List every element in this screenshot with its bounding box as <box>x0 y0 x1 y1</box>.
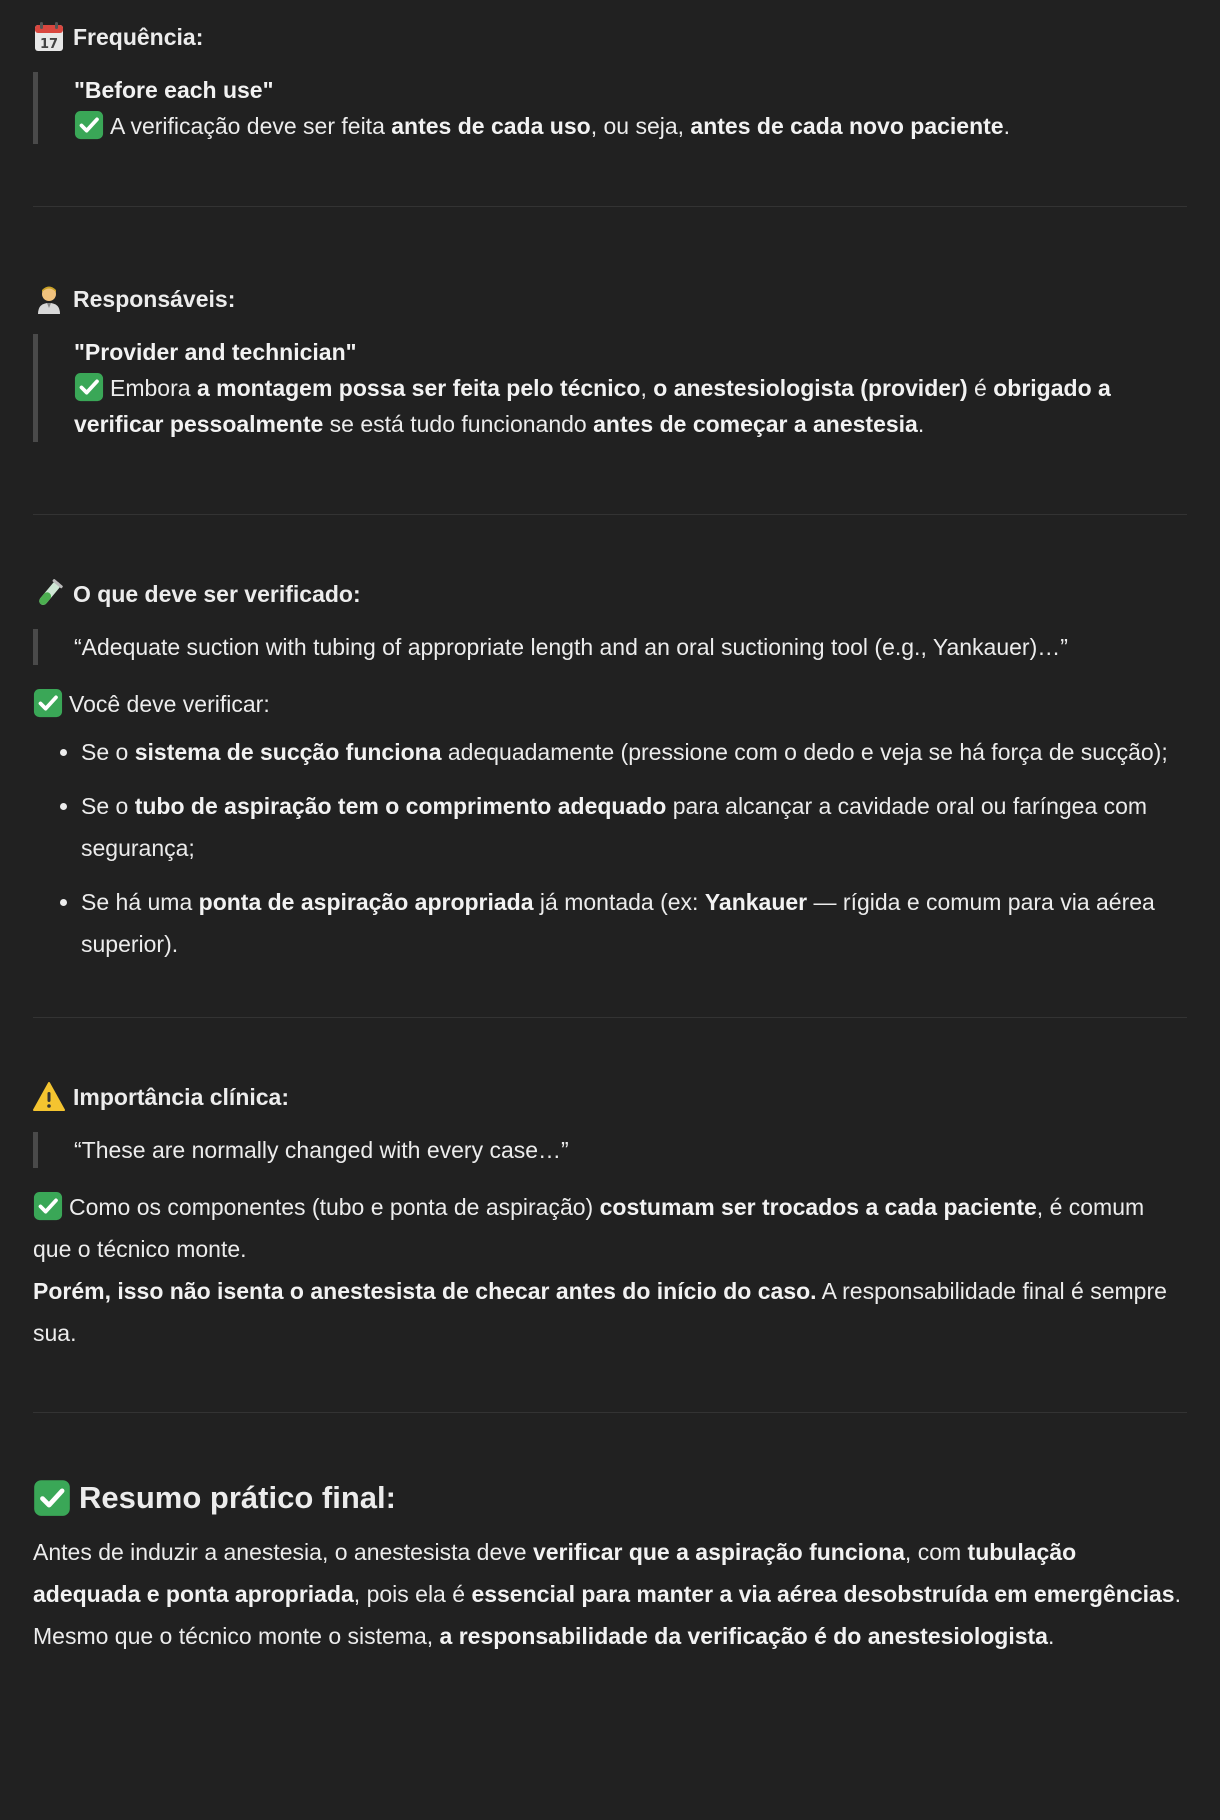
test-tube-icon <box>33 578 65 610</box>
resumo-title: Resumo prático final: <box>79 1480 396 1515</box>
verificado-heading <box>33 569 1187 619</box>
frequencia-quote <box>33 72 1187 144</box>
resumo-text: Antes de induzir a anestesia, o anestesista deve verificar que a aspiração funciona, com tubulação adequada e ponta apropriada, pois ela é essencial para manter a via aérea desobstruída em emergências. <box>33 1539 1181 1607</box>
verificado-intro: Você deve verificar: <box>33 683 1187 725</box>
importancia-text2: Porém, isso não isenta o anestesista de checar antes do início do caso. A responsabilidade final é sempre sua. <box>33 1278 1167 1346</box>
frequencia-title: Frequência: <box>73 24 204 50</box>
responsaveis-quote <box>33 334 1187 442</box>
resumo-text2: Mesmo que o técnico monte o sistema, a responsabilidade da verificação é do anestesiologista. <box>33 1623 1055 1649</box>
divider <box>33 1017 1187 1018</box>
check-mark-icon <box>74 110 104 140</box>
importancia-title: Importância clínica: <box>73 1084 290 1110</box>
check-mark-icon <box>33 688 63 718</box>
list-item: • Se há uma ponta de aspiração apropriada já montada (ex: Yankauer — rígida e comum para via aérea superior). <box>81 881 1187 965</box>
resumo-heading <box>33 1473 1187 1523</box>
warning-icon <box>33 1081 65 1113</box>
technician-icon <box>33 283 65 315</box>
frequencia-text: A verificação deve ser feita antes de cada uso, ou seja, antes de cada novo paciente. <box>74 108 1187 144</box>
section-frequencia <box>33 12 1187 236</box>
verificado-title: O que deve ser verificado: <box>73 581 361 607</box>
responsaveis-title: Responsáveis: <box>73 286 236 312</box>
svg-text:17: 17 <box>39 37 59 52</box>
responsaveis-text: Embora a montagem possa ser feita pelo técnico, o anestesiologista (provider) é obrigado a verificar pessoalmente se está tudo funcionando antes de começar a anestesia. <box>74 370 1187 442</box>
frequencia-heading <box>33 12 1187 62</box>
check-mark-icon <box>74 372 104 402</box>
list-item: • Se o tubo de aspiração tem o comprimento adequado para alcançar a cavidade oral ou faríngea com segurança; <box>81 785 1187 869</box>
calendar-icon <box>33 21 65 53</box>
divider <box>33 206 1187 207</box>
section-resumo <box>33 1473 1187 1657</box>
section-importancia <box>33 1072 1187 1413</box>
importancia-quote: “These are normally changed with every case…” <box>33 1132 1187 1168</box>
verificado-list <box>33 731 1187 965</box>
importancia-heading <box>33 1072 1187 1122</box>
importancia-text: Como os componentes (tubo e ponta de aspiração) costumam ser trocados a cada paciente, é comum que o técnico monte. <box>33 1186 1187 1270</box>
check-mark-icon <box>33 1191 63 1221</box>
divider <box>33 1412 1187 1413</box>
check-mark-icon <box>33 1479 71 1517</box>
list-item: • Se o sistema de sucção funciona adequadamente (pressione com o dedo e veja se há força de sucção); <box>81 731 1187 773</box>
responsaveis-heading <box>33 274 1187 324</box>
responsaveis-quote-title: "Provider and technician" <box>74 339 357 365</box>
verificado-quote: “Adequate suction with tubing of appropriate length and an oral suctioning tool (e.g., Yankauer)…” <box>33 629 1187 665</box>
divider <box>33 514 1187 515</box>
section-responsaveis <box>33 274 1187 515</box>
frequencia-quote-title: "Before each use" <box>74 77 274 103</box>
section-verificado <box>33 569 1187 1018</box>
